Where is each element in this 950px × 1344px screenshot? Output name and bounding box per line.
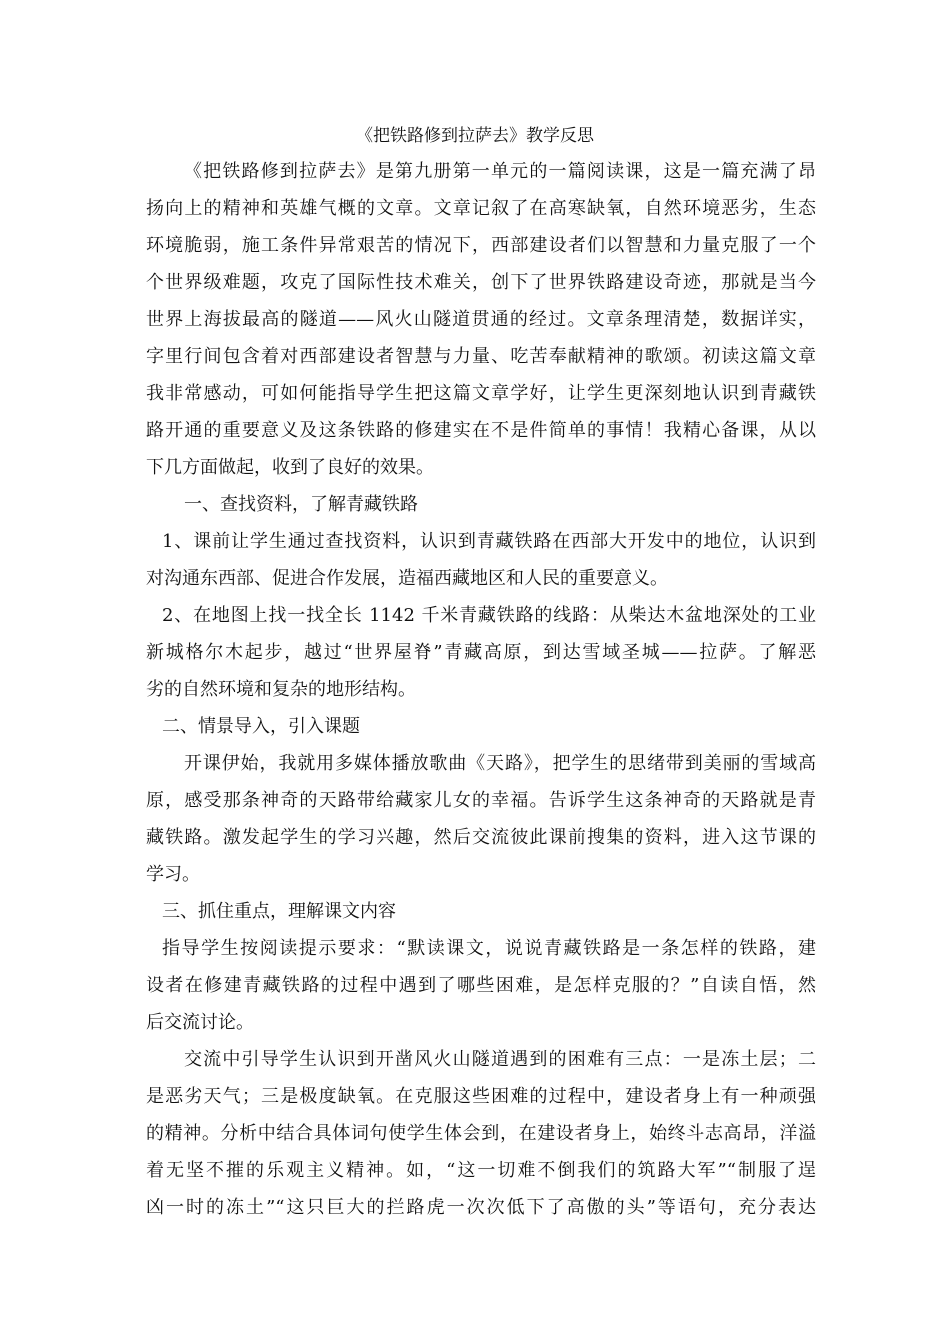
paragraph-line: 原，感受那条神奇的天路带给藏家儿女的幸福。告诉学生这条神奇的天路就是青	[146, 790, 816, 811]
paragraph-line: 开课伊始，我就用多媒体播放歌曲《天路》，把学生的思绪带到美丽的雪域高	[184, 753, 816, 774]
section-heading: 二、情景导入，引入课题	[162, 716, 360, 737]
paragraph-line: 2、在地图上找一找全长 1142 千米青藏铁路的线路：从柴达木盆地深处的工业	[162, 605, 816, 626]
paragraph-line: 个世界级难题，攻克了国际性技术难关，创下了世界铁路建设奇迹，那就是当今	[146, 272, 816, 293]
paragraph-line: 世界上海拔最高的隧道——风火山隧道贯通的经过。文章条理清楚，数据详实，	[146, 309, 816, 330]
paragraph-line: 学习。	[146, 864, 200, 885]
section-heading: 三、抓住重点，理解课文内容	[162, 901, 396, 922]
paragraph-line: 1、课前让学生通过查找资料，认识到青藏铁路在西部大开发中的地位，认识到	[162, 531, 816, 552]
paragraph-line: 下几方面做起，收到了良好的效果。	[146, 457, 434, 478]
paragraph-line: 是恶劣天气；三是极度缺氧。在克服这些困难的过程中，建设者身上有一种顽强	[146, 1086, 816, 1107]
paragraph-line: 对沟通东西部、促进合作发展，造福西藏地区和人民的重要意义。	[146, 568, 668, 589]
paragraph-line: 扬向上的精神和英雄气概的文章。文章记叙了在高寒缺氧，自然环境恶劣，生态	[146, 198, 816, 219]
section-heading: 一、查找资料，了解青藏铁路	[184, 494, 418, 515]
paragraph-line: 设者在修建青藏铁路的过程中遇到了哪些困难，是怎样克服的？”自读自悟，然	[146, 975, 816, 996]
paragraph-line: 我非常感动，可如何能指导学生把这篇文章学好，让学生更深刻地认识到青藏铁	[146, 383, 816, 404]
paragraph-line: 环境脆弱，施工条件异常艰苦的情况下，西部建设者们以智慧和力量克服了一个	[146, 235, 816, 256]
paragraph-line: 路开通的重要意义及这条铁路的修建实在不是件简单的事情！我精心备课，从以	[146, 420, 816, 441]
paragraph-line: 指导学生按阅读提示要求：“默读课文，说说青藏铁路是一条怎样的铁路，建	[162, 938, 816, 959]
paragraph-line: 新城格尔木起步，越过“世界屋脊”青藏高原，到达雪域圣城——拉萨。了解恶	[146, 642, 816, 663]
paragraph-line: 劣的自然环境和复杂的地形结构。	[146, 679, 416, 700]
paragraph-line: 着无坚不摧的乐观主义精神。如，“这一切难不倒我们的筑路大军”“制服了逞	[146, 1160, 816, 1181]
paragraph-line: 《把铁路修到拉萨去》是第九册第一单元的一篇阅读课，这是一篇充满了昂	[184, 161, 816, 182]
paragraph-line: 后交流讨论。	[146, 1012, 254, 1033]
paragraph-line: 藏铁路。激发起学生的学习兴趣，然后交流彼此课前搜集的资料，进入这节课的	[146, 827, 816, 848]
document-title: 《把铁路修到拉萨去》教学反思	[356, 126, 594, 146]
paragraph-line: 字里行间包含着对西部建设者智慧与力量、吃苦奉献精神的歌颂。初读这篇文章	[146, 346, 816, 367]
paragraph-line: 凶一时的冻土”“这只巨大的拦路虎一次次低下了高傲的头”等语句，充分表达	[146, 1197, 816, 1218]
paragraph-line: 的精神。分析中结合具体词句使学生体会到，在建设者身上，始终斗志高昂，洋溢	[146, 1123, 816, 1144]
paragraph-line: 交流中引导学生认识到开凿风火山隧道遇到的困难有三点：一是冻土层；二	[184, 1049, 816, 1070]
